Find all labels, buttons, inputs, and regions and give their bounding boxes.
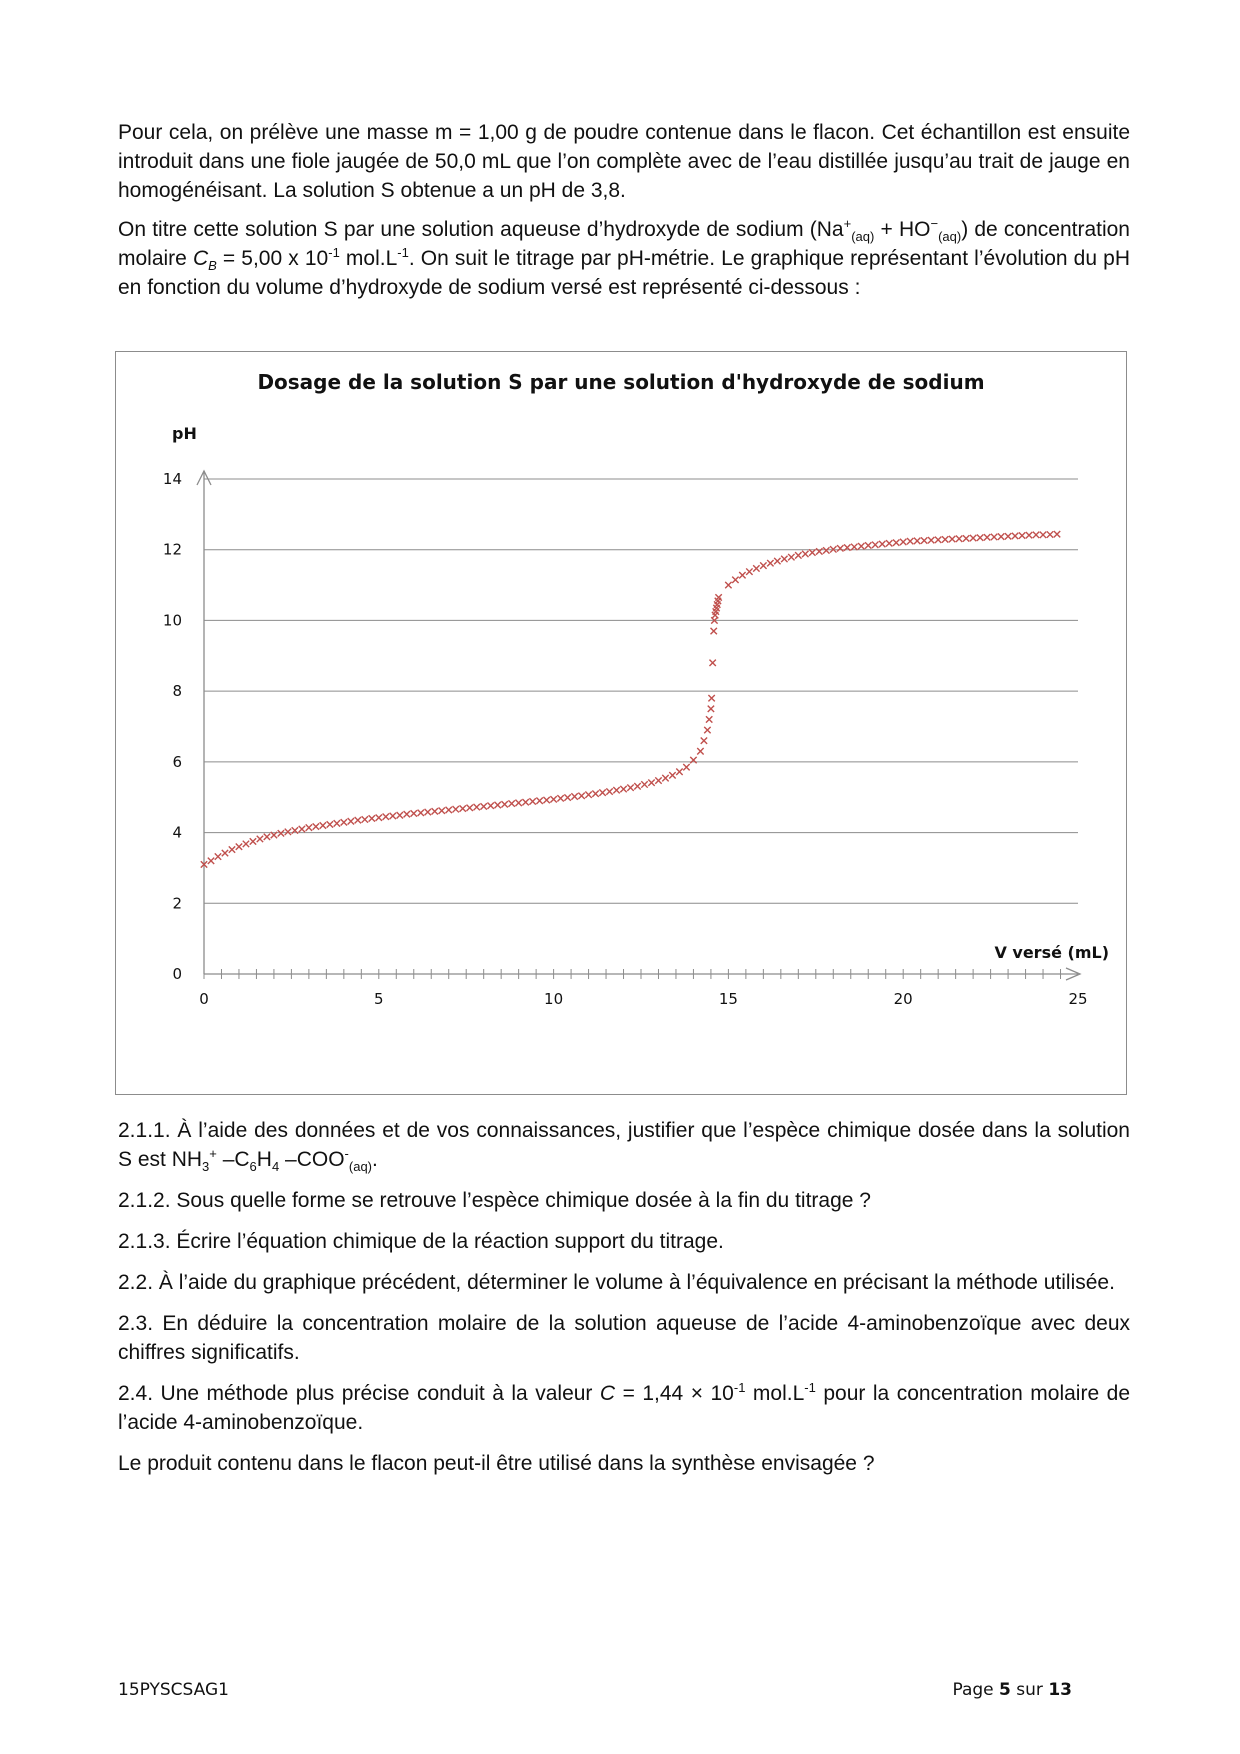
data-point bbox=[557, 795, 563, 801]
data-point bbox=[914, 538, 920, 544]
data-point bbox=[432, 808, 438, 814]
y-tick-label: 12 bbox=[162, 540, 182, 559]
data-point bbox=[1047, 531, 1053, 537]
data-point bbox=[285, 829, 291, 835]
questions-section bbox=[118, 1116, 1130, 1490]
question-2-1-1: 2.1.1. À l’aide des données et de vos connaissances, justifier que l’espèce chimique dosée dans la solution S est $NH_3^+$ $-C_6H_4$ $-COO^-_{(aq)}$. bbox=[118, 1119, 1130, 1175]
data-point bbox=[494, 802, 500, 808]
chart-title: Dosage de la solution S par une solution d'hydroxyde de sodium bbox=[257, 370, 985, 394]
final-question: Le produit contenu dans le flacon peut-il être utilisé dans la synthèse envisagée ? bbox=[118, 1452, 875, 1475]
data-point bbox=[536, 798, 542, 804]
data-point bbox=[453, 806, 459, 812]
question-2-3: 2.3. En déduire la concentration molaire de la solution aqueuse de l’acide 4-aminobenzoïque avec deux chiffres significatifs. bbox=[118, 1312, 1130, 1364]
data-point bbox=[851, 544, 857, 550]
data-point bbox=[858, 543, 864, 549]
data-point bbox=[606, 788, 612, 794]
data-point bbox=[355, 817, 361, 823]
data-point bbox=[620, 786, 626, 792]
data-point bbox=[907, 538, 913, 544]
data-point bbox=[921, 537, 927, 543]
data-point bbox=[760, 562, 766, 568]
data-point bbox=[522, 799, 528, 805]
data-point bbox=[473, 804, 479, 810]
data-point bbox=[508, 800, 514, 806]
data-point bbox=[236, 844, 242, 850]
data-point bbox=[1012, 533, 1018, 539]
y-tick-label: 4 bbox=[172, 823, 182, 842]
data-point bbox=[229, 846, 235, 852]
data-point bbox=[641, 781, 647, 787]
data-point bbox=[669, 772, 675, 778]
data-point bbox=[900, 539, 906, 545]
data-point bbox=[942, 536, 948, 542]
data-point bbox=[627, 784, 633, 790]
data-point bbox=[655, 777, 661, 783]
data-point bbox=[984, 534, 990, 540]
data-point bbox=[334, 820, 340, 826]
data-point bbox=[222, 850, 228, 856]
data-point bbox=[998, 533, 1004, 539]
data-point bbox=[439, 807, 445, 813]
question-2-1-3: 2.1.3. Écrire l’équation chimique de la réaction support du titrage. bbox=[118, 1230, 724, 1253]
x-tick-label: 10 bbox=[544, 990, 564, 1008]
data-point bbox=[613, 787, 619, 793]
data-point bbox=[809, 549, 815, 555]
data-point bbox=[306, 824, 312, 830]
data-point bbox=[390, 813, 396, 819]
data-point bbox=[313, 823, 319, 829]
data-point bbox=[676, 769, 682, 775]
question-2-2: 2.2. À l’aide du graphique précédent, déterminer le volume à l’équivalence en précisant la méthode utilisée. bbox=[118, 1271, 1115, 1294]
data-point bbox=[501, 801, 507, 807]
data-point bbox=[571, 793, 577, 799]
data-point bbox=[662, 775, 668, 781]
data-point bbox=[529, 798, 535, 804]
data-point bbox=[788, 554, 794, 560]
data-point bbox=[376, 815, 382, 821]
data-point bbox=[706, 716, 712, 722]
data-point bbox=[1033, 532, 1039, 538]
data-point bbox=[781, 556, 787, 562]
data-point bbox=[369, 815, 375, 821]
data-point bbox=[599, 789, 605, 795]
titration-chart bbox=[115, 351, 1127, 1095]
data-point bbox=[725, 582, 731, 588]
data-point bbox=[480, 803, 486, 809]
x-tick-label: 15 bbox=[718, 990, 738, 1008]
question-2-1-2: 2.1.2. Sous quelle forme se retrouve l’espèce chimique dosée à la fin du titrage ? bbox=[118, 1189, 871, 1212]
data-point bbox=[383, 813, 389, 819]
y-tick-label: 2 bbox=[172, 894, 182, 913]
data-point bbox=[837, 545, 843, 551]
intro-paragraph-2: On titre cette solution S par une solution aqueuse d’hydroxyde de sodium $(Na^+_{(aq)} + HO^-_{(aq)})$ de concentration molaire $C_B = 5,00$ x $10^{-1}$ $mol.L^{-1}$. On suit le titrage par pH-métrie. Le graphique représentant l’évolution du pH en fonction du volume d’hydroxyde de sodium versé est représenté ci-dessous : bbox=[118, 216, 1130, 299]
data-point bbox=[708, 695, 714, 701]
y-tick-label: 8 bbox=[172, 682, 182, 701]
data-point bbox=[250, 838, 256, 844]
data-point bbox=[865, 542, 871, 548]
data-point bbox=[348, 818, 354, 824]
data-point bbox=[701, 737, 707, 743]
data-point bbox=[732, 577, 738, 583]
data-point bbox=[1005, 533, 1011, 539]
data-point bbox=[697, 748, 703, 754]
data-point bbox=[515, 800, 521, 806]
intro-section bbox=[118, 118, 1130, 312]
data-point bbox=[893, 539, 899, 545]
data-point bbox=[362, 816, 368, 822]
data-point bbox=[550, 796, 556, 802]
data-point bbox=[709, 660, 715, 666]
x-tick-label: 25 bbox=[1068, 990, 1088, 1008]
x-tick-label: 20 bbox=[893, 990, 913, 1008]
x-tick-label: 0 bbox=[199, 990, 209, 1008]
data-point bbox=[739, 572, 745, 578]
data-point bbox=[243, 841, 249, 847]
data-point bbox=[1054, 531, 1060, 537]
data-point bbox=[708, 706, 714, 712]
data-point bbox=[753, 565, 759, 571]
document-code: 15PYSCSAG1 bbox=[118, 1680, 229, 1700]
data-point bbox=[704, 727, 710, 733]
data-point bbox=[460, 805, 466, 811]
x-axis-label: V versé (mL) bbox=[994, 943, 1109, 962]
data-point bbox=[446, 807, 452, 813]
data-point bbox=[208, 858, 214, 864]
question-2-4: 2.4. Une méthode plus précise conduit à la valeur $C = 1,44 \times 10^{-1}$ $mol.L^{-1}$ pour la concentration molaire de l’acide 4-aminobenzoïque. bbox=[118, 1380, 1131, 1434]
data-point bbox=[823, 547, 829, 553]
y-tick-label: 14 bbox=[162, 470, 182, 488]
data-point bbox=[886, 540, 892, 546]
page-number: Page 5 sur 13 bbox=[952, 1680, 1072, 1700]
data-point bbox=[341, 819, 347, 825]
y-tick-label: 10 bbox=[162, 611, 182, 630]
data-point bbox=[872, 542, 878, 548]
data-point bbox=[963, 535, 969, 541]
data-point bbox=[404, 811, 410, 817]
data-point bbox=[774, 558, 780, 564]
y-tick-label: 0 bbox=[172, 965, 182, 983]
data-point bbox=[592, 790, 598, 796]
chart-svg bbox=[116, 352, 1126, 1094]
data-point bbox=[935, 537, 941, 543]
data-point bbox=[418, 810, 424, 816]
intro-paragraph-1: Pour cela, on prélève une masse m = 1,00 g de poudre contenue dans le flacon. Cet échantillon est ensuite introduit dans une fiole jaugée de 50,0 mL que l’on complète avec de l’eau distillée jusqu’au trait de jauge en homogénéisant. La solution S obtenue a un pH de 3,8. bbox=[118, 121, 1130, 202]
data-point bbox=[578, 793, 584, 799]
data-point bbox=[425, 809, 431, 815]
data-point bbox=[711, 628, 717, 634]
data-point bbox=[397, 812, 403, 818]
data-point bbox=[879, 541, 885, 547]
data-point bbox=[257, 836, 263, 842]
y-tick-label: 6 bbox=[172, 752, 182, 771]
data-point bbox=[411, 810, 417, 816]
data-point bbox=[746, 568, 752, 574]
data-point bbox=[1019, 532, 1025, 538]
data-point bbox=[970, 535, 976, 541]
data-point bbox=[634, 783, 640, 789]
data-point bbox=[466, 805, 472, 811]
y-axis-label: pH bbox=[172, 424, 197, 443]
data-point bbox=[767, 560, 773, 566]
data-point bbox=[1026, 532, 1032, 538]
data-point bbox=[795, 552, 801, 558]
data-point bbox=[299, 826, 305, 832]
data-point bbox=[564, 794, 570, 800]
data-point bbox=[278, 830, 284, 836]
data-point bbox=[949, 536, 955, 542]
data-point bbox=[683, 764, 689, 770]
x-tick-label: 5 bbox=[374, 990, 384, 1008]
data-point bbox=[215, 853, 221, 859]
data-point bbox=[543, 797, 549, 803]
data-point bbox=[977, 534, 983, 540]
data-point bbox=[648, 780, 654, 786]
data-point bbox=[802, 551, 808, 557]
data-point bbox=[1040, 532, 1046, 538]
data-point bbox=[320, 822, 326, 828]
data-point bbox=[327, 821, 333, 827]
data-point bbox=[991, 534, 997, 540]
data-point bbox=[264, 834, 270, 840]
data-point bbox=[928, 537, 934, 543]
data-point bbox=[585, 792, 591, 798]
data-point bbox=[956, 536, 962, 542]
data-point bbox=[487, 803, 493, 809]
